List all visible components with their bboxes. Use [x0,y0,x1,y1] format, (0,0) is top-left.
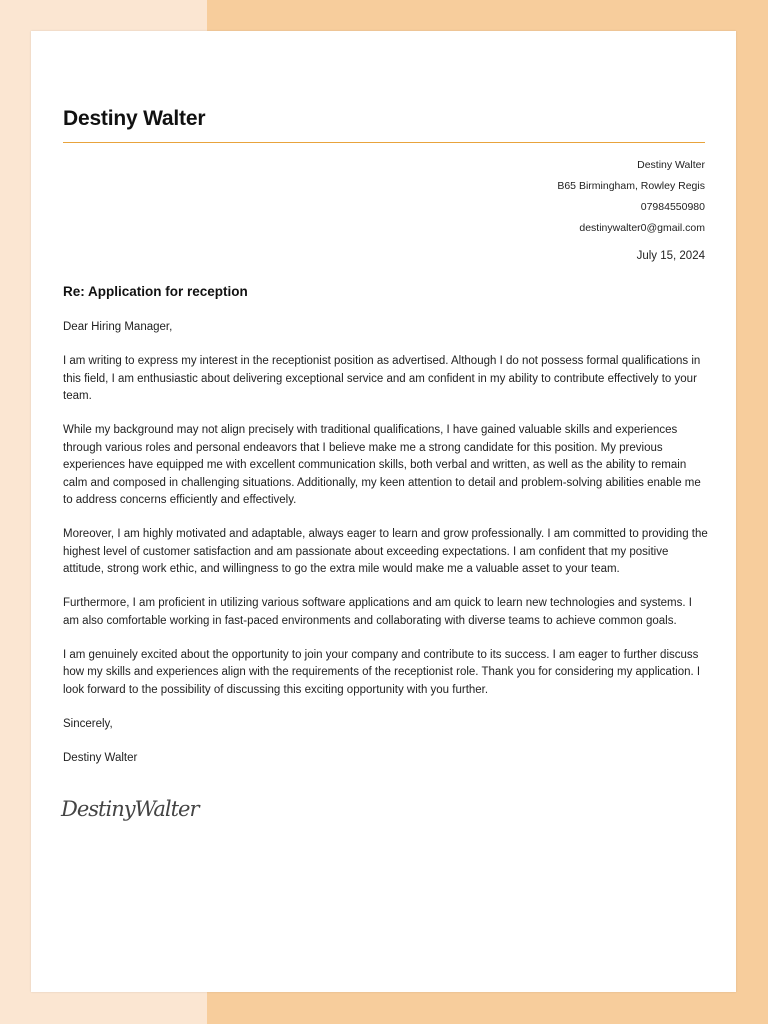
contact-block [557,155,705,239]
contact-phone: 07984550980 [640,201,705,213]
header-divider [63,142,705,143]
letter-date: July 15, 2024 [636,250,705,262]
letter-body [63,319,708,784]
letter-subject: Re: Application for reception [63,284,248,299]
greeting: Dear Hiring Manager, [63,321,173,333]
letter-page [31,31,736,992]
signoff-name: Destiny Walter [63,751,138,764]
body-paragraph-4: Furthermore, I am proficient in utilizing various software applications and am quick to learn new technologies and systems. I am also comfortable working in fast-paced environments and collaborating with diverse teams to achieve common goals. [63,597,692,627]
closing: Sincerely, [63,717,113,730]
body-paragraph-1: I am writing to express my interest in the receptionist position as advertised. Although I do not possess formal qualifications in this field, I am enthusiastic about delivering exceptional service and am confident in my ability to contribute effectively to your team. [63,355,701,402]
contact-name: Destiny Walter [637,159,705,171]
body-paragraph-2: While my background may not align precisely with traditional qualifications, I have gained valuable skills and experiences through various roles and personal endeavors that I believe make me a strong candidate for this position. My previous experiences have equipped me with excellent communication skills, both verbal and written, as well as the ability to remain calm and composed in challenging situations. Additionally, my keen attention to detail and problem-solving abilities enable me to address concerns efficiently and effectively. [63,424,701,506]
contact-email: destinywalter0@gmail.com [579,222,705,234]
handwritten-signature: DestinyWalter [61,797,199,821]
body-paragraph-3: Moreover, I am highly motivated and adaptable, always eager to learn and grow professionally. I am committed to providing the highest level of customer satisfaction and am passionate about exceeding expectations. I am confident that my positive attitude, strong work ethic, and willingness to go the extra mile would make me a valuable asset to your team. [63,528,708,575]
contact-address: B65 Birmingham, Rowley Regis [557,180,705,192]
letter-header-name: Destiny Walter [63,107,206,130]
body-paragraph-5: I am genuinely excited about the opportunity to join your company and contribute to its success. I am eager to further discuss how my skills and experiences align with the requirements of the receptionist role. Thank you for considering my application. I look forward to the possibility of discussing this exciting opportunity with you further. [63,648,701,696]
